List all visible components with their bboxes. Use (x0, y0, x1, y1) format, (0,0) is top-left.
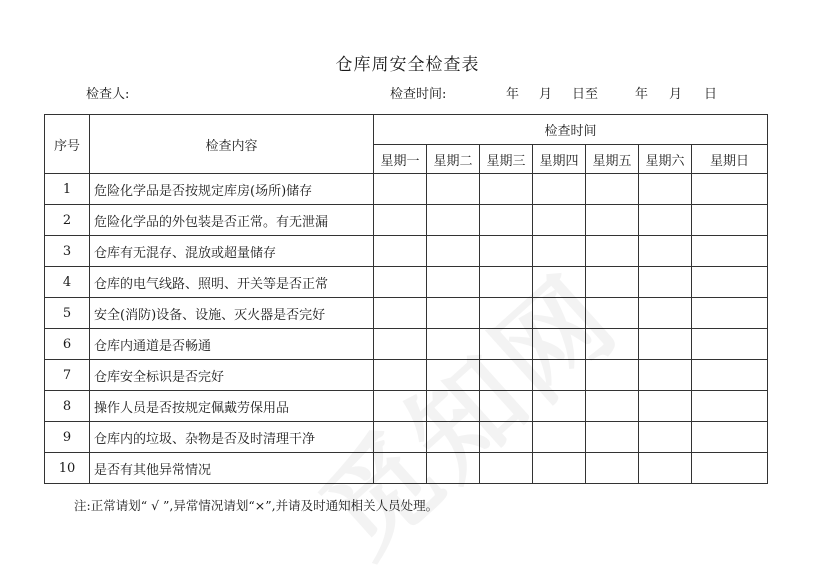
check-cell[interactable] (639, 391, 692, 422)
row-check-item: 操作人员是否按规定佩戴劳保用品 (90, 391, 374, 422)
check-cell[interactable] (692, 236, 768, 267)
row-check-item: 仓库安全标识是否完好 (90, 360, 374, 391)
row-check-item: 危险化学品的外包装是否正常。有无泄漏 (90, 205, 374, 236)
check-cell[interactable] (427, 267, 480, 298)
check-cell[interactable] (480, 453, 533, 484)
row-serial-number: 3 (45, 236, 90, 267)
check-cell[interactable] (586, 236, 639, 267)
row-check-item: 安全(消防)设备、设施、灭火器是否完好 (90, 298, 374, 329)
check-cell[interactable] (692, 360, 768, 391)
check-cell[interactable] (427, 422, 480, 453)
header-weekday: 星期二 (427, 145, 480, 174)
header-check-content: 检查内容 (90, 115, 374, 174)
table-row (45, 391, 768, 422)
check-cell[interactable] (586, 329, 639, 360)
table-row (45, 329, 768, 360)
header-weekday: 星期六 (639, 145, 692, 174)
table-row (45, 267, 768, 298)
row-serial-number: 10 (45, 453, 90, 484)
check-cell[interactable] (639, 360, 692, 391)
row-check-item: 仓库有无混存、混放或超量储存 (90, 236, 374, 267)
check-cell[interactable] (427, 391, 480, 422)
check-cell[interactable] (427, 298, 480, 329)
check-cell[interactable] (533, 205, 586, 236)
check-cell[interactable] (427, 236, 480, 267)
check-cell[interactable] (586, 453, 639, 484)
check-cell[interactable] (480, 236, 533, 267)
month-label-1: 月 (539, 87, 553, 102)
row-serial-number: 4 (45, 267, 90, 298)
check-cell[interactable] (533, 174, 586, 205)
row-serial-number: 6 (45, 329, 90, 360)
row-check-item: 是否有其他异常情况 (90, 453, 374, 484)
check-cell[interactable] (639, 422, 692, 453)
check-cell[interactable] (374, 422, 427, 453)
check-cell[interactable] (480, 329, 533, 360)
check-cell[interactable] (586, 422, 639, 453)
check-cell[interactable] (480, 422, 533, 453)
check-cell[interactable] (480, 267, 533, 298)
check-cell[interactable] (427, 205, 480, 236)
check-cell[interactable] (533, 298, 586, 329)
check-cell[interactable] (533, 422, 586, 453)
check-cell[interactable] (533, 267, 586, 298)
table-row (45, 360, 768, 391)
check-cell[interactable] (374, 360, 427, 391)
footnote: 注:正常请划“ √ ”,异常情况请划“×”,并请及时通知相关人员处理。 (74, 498, 439, 513)
check-cell[interactable] (374, 391, 427, 422)
check-cell[interactable] (480, 391, 533, 422)
row-check-item: 危险化学品是否按规定库房(场所)储存 (90, 174, 374, 205)
check-cell[interactable] (639, 453, 692, 484)
check-cell[interactable] (692, 267, 768, 298)
row-serial-number: 8 (45, 391, 90, 422)
header-check-time: 检查时间 (374, 115, 768, 145)
row-serial-number: 1 (45, 174, 90, 205)
check-cell[interactable] (427, 360, 480, 391)
check-cell[interactable] (374, 236, 427, 267)
table-row (45, 174, 768, 205)
check-cell[interactable] (427, 453, 480, 484)
row-check-item: 仓库内通道是否畅通 (90, 329, 374, 360)
check-cell[interactable] (533, 236, 586, 267)
check-cell[interactable] (374, 205, 427, 236)
check-cell[interactable] (639, 329, 692, 360)
header-weekday: 星期五 (586, 145, 639, 174)
table-row (45, 205, 768, 236)
check-cell[interactable] (374, 329, 427, 360)
check-cell[interactable] (533, 453, 586, 484)
header-weekday: 星期四 (533, 145, 586, 174)
day-to-label: 日至 (572, 87, 599, 102)
month-label-2: 月 (669, 87, 683, 102)
check-cell[interactable] (586, 360, 639, 391)
check-cell[interactable] (639, 267, 692, 298)
inspector-label: 检查人: (86, 87, 130, 102)
check-cell[interactable] (692, 422, 768, 453)
table-body (45, 174, 768, 484)
check-cell[interactable] (692, 205, 768, 236)
check-cell[interactable] (374, 453, 427, 484)
inspection-table (44, 114, 768, 484)
check-cell[interactable] (480, 205, 533, 236)
table-row (45, 236, 768, 267)
row-serial-number: 9 (45, 422, 90, 453)
check-cell[interactable] (639, 205, 692, 236)
header-weekday: 星期日 (692, 145, 768, 174)
check-cell[interactable] (427, 329, 480, 360)
check-cell[interactable] (586, 298, 639, 329)
check-cell[interactable] (480, 174, 533, 205)
check-cell[interactable] (427, 174, 480, 205)
check-cell[interactable] (533, 360, 586, 391)
check-cell[interactable] (533, 329, 586, 360)
page-title: 仓库周安全检查表 (335, 55, 480, 75)
check-cell[interactable] (586, 174, 639, 205)
row-serial-number: 5 (45, 298, 90, 329)
check-cell[interactable] (639, 174, 692, 205)
header-serial-number: 序号 (45, 115, 90, 174)
row-serial-number: 2 (45, 205, 90, 236)
check-cell[interactable] (692, 298, 768, 329)
check-cell[interactable] (639, 236, 692, 267)
check-cell[interactable] (374, 174, 427, 205)
table-row (45, 298, 768, 329)
check-cell[interactable] (480, 360, 533, 391)
check-cell[interactable] (586, 391, 639, 422)
check-cell[interactable] (586, 205, 639, 236)
check-cell[interactable] (533, 391, 586, 422)
header-weekday: 星期三 (480, 145, 533, 174)
row-check-item: 仓库内的垃圾、杂物是否及时清理干净 (90, 422, 374, 453)
check-cell[interactable] (639, 298, 692, 329)
check-cell[interactable] (692, 329, 768, 360)
row-serial-number: 7 (45, 360, 90, 391)
check-cell[interactable] (586, 267, 639, 298)
check-cell[interactable] (374, 267, 427, 298)
inspection-time-label: 检查时间: (390, 87, 447, 102)
check-cell[interactable] (692, 174, 768, 205)
check-cell[interactable] (480, 298, 533, 329)
check-cell[interactable] (692, 453, 768, 484)
year-label-2: 年 (635, 87, 649, 102)
row-check-item: 仓库的电气线路、照明、开关等是否正常 (90, 267, 374, 298)
table-row (45, 453, 768, 484)
check-cell[interactable] (374, 298, 427, 329)
header-weekday: 星期一 (374, 145, 427, 174)
year-label-1: 年 (506, 87, 520, 102)
day-label-2: 日 (704, 87, 718, 102)
table-row (45, 422, 768, 453)
check-cell[interactable] (692, 391, 768, 422)
